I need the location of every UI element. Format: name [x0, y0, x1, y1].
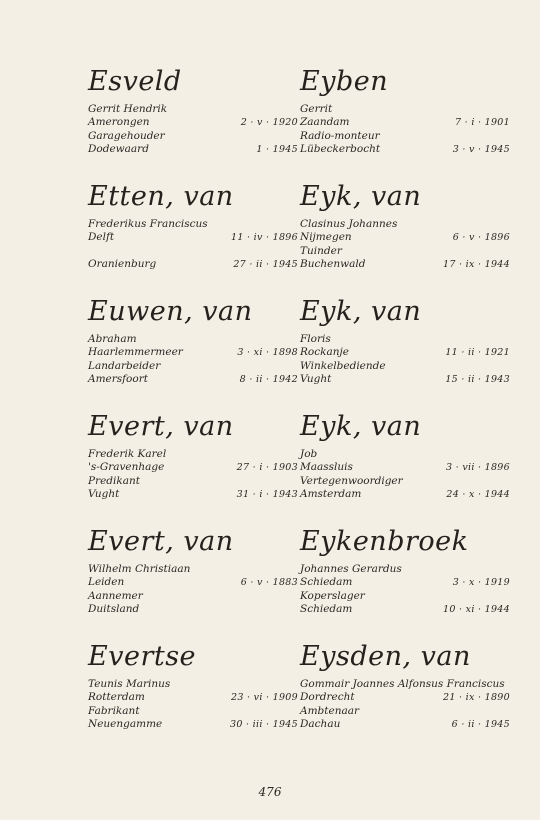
occupation: Koperslager	[300, 589, 365, 602]
death-place: Vught	[88, 488, 120, 500]
given-names: Gerrit	[300, 103, 333, 115]
entry-line	[300, 258, 510, 272]
surname-heading: Etten, van	[88, 181, 234, 212]
entry-line	[300, 360, 510, 374]
death-place: Amersfoort	[88, 373, 148, 385]
entry-line	[88, 360, 298, 374]
entry-line	[300, 116, 510, 130]
birth-place: 's-Gravenhage	[88, 461, 165, 473]
occupation: Winkelbediende	[300, 359, 386, 372]
entry-line	[88, 258, 298, 272]
given-names: Job	[300, 448, 318, 460]
occupation: Ambtenaar	[300, 704, 359, 717]
death-place: Dodewaard	[88, 143, 149, 155]
birth-place: Amerongen	[88, 116, 150, 128]
birth-place: Haarlemmermeer	[88, 346, 183, 358]
memorial-entry	[88, 409, 298, 524]
given-names: Abraham	[88, 333, 137, 345]
birth-date: 7 · i · 1901	[455, 117, 510, 128]
given-names: Clasinus Johannes	[300, 218, 398, 230]
entry-line	[88, 461, 298, 475]
memorial-entry	[88, 524, 298, 639]
surname-heading: Evert, van	[88, 411, 234, 442]
death-date: 31 · i · 1943	[236, 489, 298, 500]
birth-place: Leiden	[88, 576, 125, 588]
surname-heading: Eykenbroek	[300, 526, 469, 557]
death-date: 15 · ii · 1943	[445, 374, 510, 385]
birth-place: Nijmegen	[300, 231, 352, 243]
death-date: 17 · ix · 1944	[443, 259, 510, 270]
birth-place: Schiedam	[300, 576, 353, 588]
occupation: Landarbeider	[88, 359, 161, 372]
entry-line	[300, 603, 510, 617]
entry-line	[88, 346, 298, 360]
given-names: Frederik Karel	[88, 448, 167, 460]
memorial-entry	[300, 524, 510, 639]
entry-line	[88, 130, 298, 144]
memorial-entry	[300, 409, 510, 524]
left-column	[88, 64, 298, 754]
surname-heading: Eyk, van	[300, 181, 422, 212]
entry-line	[300, 461, 510, 475]
death-place: Amsterdam	[300, 488, 362, 500]
entry-line	[88, 373, 298, 387]
birth-date: 3 · xi · 1898	[237, 347, 298, 358]
entry-line	[300, 590, 510, 604]
entry-line	[300, 691, 510, 705]
death-place: Vught	[300, 373, 332, 385]
birth-date: 21 · ix · 1890	[443, 692, 510, 703]
entry-line	[88, 705, 298, 719]
given-names: Gerrit Hendrik	[88, 103, 168, 115]
occupation: Aannemer	[88, 589, 143, 602]
entry-line	[300, 130, 510, 144]
surname-heading: Euwen, van	[88, 296, 253, 327]
surname-heading: Eyk, van	[300, 411, 422, 442]
birth-place: Delft	[88, 231, 115, 243]
death-date: 24 · x · 1944	[446, 489, 510, 500]
memorial-entry	[88, 639, 298, 754]
memorial-entry	[300, 64, 510, 179]
given-names: Wilhelm Christiaan	[88, 563, 191, 575]
entry-line	[88, 590, 298, 604]
entry-line	[300, 718, 510, 732]
entry-line	[88, 576, 298, 590]
occupation: Fabrikant	[88, 704, 140, 717]
surname-heading: Eysden, van	[300, 641, 471, 672]
memorial-entry	[300, 639, 510, 754]
occupation: Tuinder	[300, 244, 342, 257]
birth-date: 27 · i · 1903	[236, 462, 298, 473]
death-date: 1 · 1945	[256, 144, 298, 155]
entry-line	[88, 116, 298, 130]
memorial-entry	[300, 294, 510, 409]
given-names: Johannes Gerardus	[300, 563, 402, 575]
page-number: 476	[258, 785, 282, 799]
entry-line	[300, 245, 510, 259]
entry-line	[88, 488, 298, 502]
birth-date: 23 · vi · 1909	[231, 692, 298, 703]
given-names: Gommair Joannes Alfonsus Franciscus	[300, 678, 505, 690]
surname-heading: Esveld	[88, 66, 182, 97]
death-place: Lübeckerbocht	[300, 143, 381, 155]
entry-line	[88, 231, 298, 245]
entry-line	[300, 705, 510, 719]
birth-date: 3 · x · 1919	[452, 577, 510, 588]
death-date: 8 · ii · 1942	[239, 374, 298, 385]
birth-date: 6 · v · 1883	[240, 577, 298, 588]
given-names: Teunis Marinus	[88, 678, 171, 690]
birth-place: Dordrecht	[300, 691, 355, 703]
memorial-entry	[300, 179, 510, 294]
death-date: 10 · xi · 1944	[443, 604, 510, 615]
given-names: Frederikus Franciscus	[88, 218, 208, 230]
entry-line	[88, 603, 298, 617]
surname-heading: Evertse	[88, 641, 197, 672]
occupation: Predikant	[88, 474, 140, 487]
entry-line	[88, 245, 298, 259]
entry-line	[300, 143, 510, 157]
right-column	[300, 64, 510, 754]
entry-line	[88, 475, 298, 489]
death-place: Schiedam	[300, 603, 353, 615]
birth-date: 6 · v · 1896	[452, 232, 510, 243]
birth-place: Rotterdam	[88, 691, 145, 703]
occupation: Garagehouder	[88, 129, 165, 142]
birth-place: Zaandam	[300, 116, 350, 128]
entry-line	[300, 346, 510, 360]
surname-heading: Eyben	[300, 66, 389, 97]
death-date: 6 · ii · 1945	[451, 719, 510, 730]
entry-line	[300, 576, 510, 590]
entry-line	[300, 475, 510, 489]
memorial-entry	[88, 179, 298, 294]
death-place: Oranienburg	[88, 258, 157, 270]
surname-heading: Evert, van	[88, 526, 234, 557]
entry-line	[88, 691, 298, 705]
birth-date: 3 · vii · 1896	[446, 462, 510, 473]
surname-heading: Eyk, van	[300, 296, 422, 327]
entry-line	[88, 718, 298, 732]
memorial-entry	[88, 294, 298, 409]
birth-date: 2 · v · 1920	[240, 117, 298, 128]
death-place: Dachau	[300, 718, 341, 730]
entry-line	[300, 231, 510, 245]
birth-date: 11 · iv · 1896	[231, 232, 298, 243]
death-place: Neuengamme	[88, 718, 163, 730]
death-date: 3 · v · 1945	[452, 144, 510, 155]
birth-place: Maassluis	[300, 461, 353, 473]
birth-date: 11 · ii · 1921	[445, 347, 510, 358]
birth-place: Rockanje	[300, 346, 349, 358]
death-place: Duitsland	[88, 603, 140, 615]
entry-line	[88, 143, 298, 157]
entry-line	[300, 373, 510, 387]
death-place: Buchenwald	[300, 258, 366, 270]
memorial-entry	[88, 64, 298, 179]
entry-line	[300, 488, 510, 502]
occupation: Vertegenwoordiger	[300, 474, 403, 487]
death-date: 30 · iii · 1945	[230, 719, 298, 730]
given-names: Floris	[300, 333, 331, 345]
death-date: 27 · ii · 1945	[233, 259, 298, 270]
occupation: Radio-monteur	[300, 129, 380, 142]
